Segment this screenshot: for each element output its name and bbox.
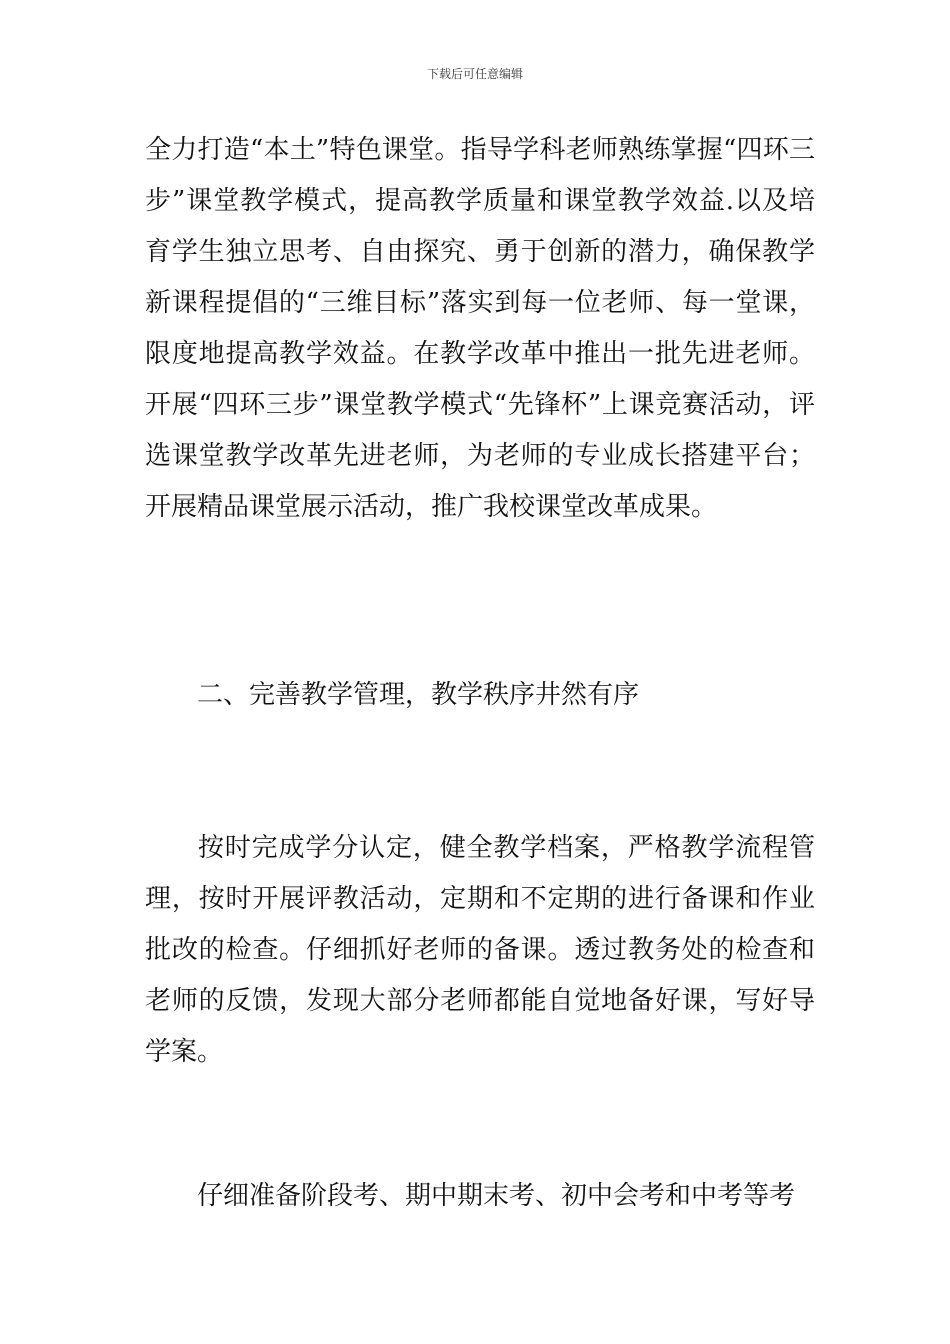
- body-paragraph-3: [145, 1171, 815, 1222]
- page-header: 下载后可任意编辑: [426, 67, 523, 81]
- body-paragraph-3-text: 仔细准备阶段考、期中期末考、初中会考和中考等考: [197, 1181, 796, 1211]
- section-heading: 二、完善教学管理，教学秩序井然有序: [197, 680, 640, 710]
- body-paragraph-2-text: 按时完成学分认定，健全教学档案，严格教学流程管理，按时开展评教活动，定期和不定期的进行备课和作业批改的检查。仔细抓好老师的备课。透过教务处的检查和老师的反馈，发现大部分老师都能自觉地备好课，写好导学案。: [145, 833, 815, 1067]
- body-paragraph-2: [145, 823, 815, 1078]
- body-paragraph-1: 全力打造“本土”特色课堂。指导学科老师熟练掌握“四环三步”课堂教学模式，提高教学质量和课堂教学效益.以及培育学生独立思考、自由探究、勇于创新的潜力，确保教学新课程提倡的“三维目标”落实到每一位老师、每一堂课，限度地提高教学效益。在教学改革中推出一批先进老师。开展“四环三步”课堂教学模式“先锋杯”上课竞赛活动，评选课堂教学改革先进老师，为老师的专业成长搭建平台；开展精品课堂展示活动，推广我校课堂改革成果。: [145, 135, 815, 522]
